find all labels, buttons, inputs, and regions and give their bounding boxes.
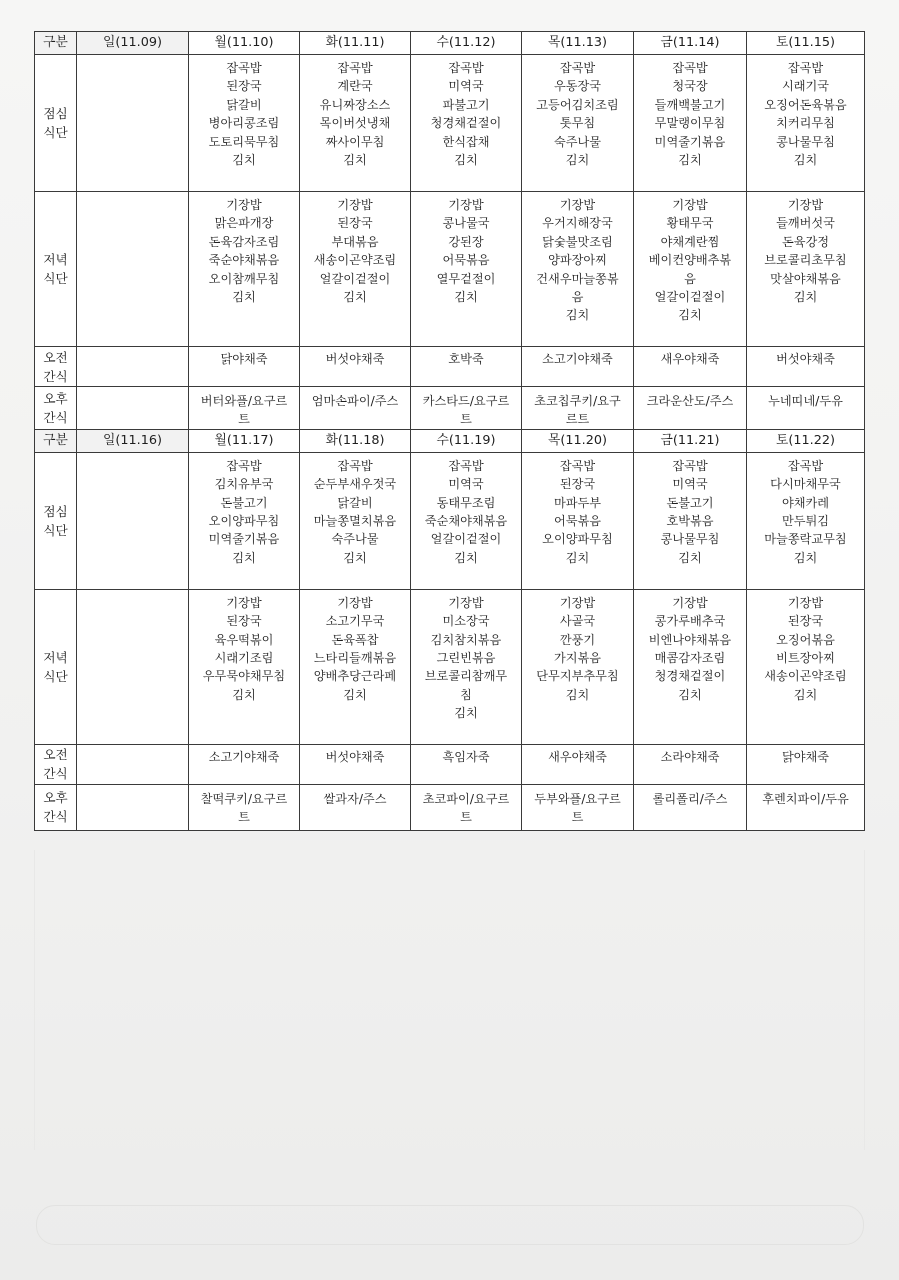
pm-snack-cell-tuesday: 엄마손파이/주스	[300, 387, 411, 430]
pm-snack-cell-saturday: 누네띠네/두유	[747, 387, 865, 430]
pm-snack-cell-wednesday: 카스타드/요구르 트	[411, 387, 522, 430]
am-snack-cell-monday: 소고기야채죽	[189, 744, 300, 784]
day-header-sunday: 일(11.16)	[77, 429, 189, 452]
week1-lunch-row	[35, 55, 865, 192]
pm-snack-cell-monday: 버터와플/요구르 트	[189, 387, 300, 430]
day-header-sunday: 일(11.09)	[77, 32, 189, 55]
am-snack-cell-wednesday: 호박죽	[411, 347, 522, 387]
dinner-cell-tuesday: 기장밥 된장국 부대볶음 새송이곤약조림 얼갈이겉절이 김치	[300, 192, 411, 347]
dinner-cell-saturday: 기장밥 들깨버섯국 돈육강정 브로콜리초무침 맛살야채볶음 김치	[747, 192, 865, 347]
lunch-cell-friday: 잡곡밥 청국장 들깨백불고기 무말랭이무침 미역줄기볶음 김치	[634, 55, 747, 192]
am-snack-cell-sunday	[77, 744, 189, 784]
day-header-thursday: 목(11.13)	[522, 32, 634, 55]
day-header-friday: 금(11.21)	[634, 429, 747, 452]
row-label-dinner: 저녁 식단	[35, 192, 77, 347]
am-snack-cell-monday: 닭야채죽	[189, 347, 300, 387]
week1-header-row	[35, 32, 865, 55]
dinner-cell-friday: 기장밥 콩가루배추국 비엔나야채볶음 매콤감자조림 청경채겉절이 김치	[634, 589, 747, 744]
header-label: 구분	[35, 32, 77, 55]
pm-snack-cell-friday: 크라운산도/주스	[634, 387, 747, 430]
am-snack-cell-thursday: 소고기야채죽	[522, 347, 634, 387]
am-snack-cell-thursday: 새우야채죽	[522, 744, 634, 784]
dinner-cell-monday: 기장밥 맑은파개장 돈육감자조림 죽순야채볶음 오이참깨무침 김치	[189, 192, 300, 347]
week2-lunch-row	[35, 452, 865, 589]
lunch-cell-wednesday: 잡곡밥 미역국 파불고기 청경채겉절이 한식잡채 김치	[411, 55, 522, 192]
week2-header-row	[35, 429, 865, 452]
dinner-cell-thursday: 기장밥 우거지해장국 닭숯불맛조림 양파장아찌 건새우마늘쫑볶 음 김치	[522, 192, 634, 347]
week2-am-snack-row	[35, 744, 865, 784]
lunch-cell-monday: 잡곡밥 된장국 닭갈비 병아리콩조림 도토리묵무침 김치	[189, 55, 300, 192]
dinner-cell-tuesday: 기장밥 소고기무국 돈육폭찹 느타리들깨볶음 양배추당근라페 김치	[300, 589, 411, 744]
lunch-cell-sunday	[77, 452, 189, 589]
pm-snack-cell-tuesday: 쌀과자/주스	[300, 784, 411, 830]
day-header-thursday: 목(11.20)	[522, 429, 634, 452]
pm-snack-cell-friday: 롤리폴리/주스	[634, 784, 747, 830]
meal-plan-table	[34, 31, 865, 831]
dinner-cell-sunday	[77, 589, 189, 744]
day-header-monday: 월(11.10)	[189, 32, 300, 55]
day-header-wednesday: 수(11.12)	[411, 32, 522, 55]
faded-background-field	[36, 1205, 864, 1245]
lunch-cell-sunday	[77, 55, 189, 192]
lunch-cell-thursday: 잡곡밥 우동장국 고등어김치조림 톳무침 숙주나물 김치	[522, 55, 634, 192]
day-header-saturday: 토(11.22)	[747, 429, 865, 452]
pm-snack-cell-thursday: 두부와플/요구르 트	[522, 784, 634, 830]
am-snack-cell-saturday: 버섯야채죽	[747, 347, 865, 387]
dinner-cell-friday: 기장밥 황태무국 야채계란찜 베이컨양배추볶 음 얼갈이겉절이 김치	[634, 192, 747, 347]
week2-dinner-row	[35, 589, 865, 744]
pm-snack-cell-monday: 찰떡쿠키/요구르 트	[189, 784, 300, 830]
lunch-cell-friday: 잡곡밥 미역국 돈불고기 호박볶음 콩나물무침 김치	[634, 452, 747, 589]
week1-dinner-row	[35, 192, 865, 347]
dinner-cell-saturday: 기장밥 된장국 오징어볶음 비트장아찌 새송이곤약조림 김치	[747, 589, 865, 744]
row-label-lunch: 점심 식단	[35, 55, 77, 192]
lunch-cell-wednesday: 잡곡밥 미역국 동태무조림 죽순채야채볶음 얼갈이겉절이 김치	[411, 452, 522, 589]
row-label-lunch: 점심 식단	[35, 452, 77, 589]
dinner-cell-sunday	[77, 192, 189, 347]
row-label-dinner: 저녁 식단	[35, 589, 77, 744]
dinner-cell-monday: 기장밥 된장국 육우떡볶이 시래기조림 우무묵야채무침 김치	[189, 589, 300, 744]
week1-am-snack-row	[35, 347, 865, 387]
faded-background-grid	[34, 850, 865, 1150]
am-snack-cell-tuesday: 버섯야채죽	[300, 347, 411, 387]
am-snack-cell-sunday	[77, 347, 189, 387]
am-snack-cell-friday: 새우야채죽	[634, 347, 747, 387]
day-header-tuesday: 화(11.11)	[300, 32, 411, 55]
row-label-am-snack: 오전 간식	[35, 347, 77, 387]
day-header-wednesday: 수(11.19)	[411, 429, 522, 452]
day-header-monday: 월(11.17)	[189, 429, 300, 452]
am-snack-cell-saturday: 닭야채죽	[747, 744, 865, 784]
lunch-cell-tuesday: 잡곡밥 순두부새우젓국 닭갈비 마늘쫑멸치볶음 숙주나물 김치	[300, 452, 411, 589]
am-snack-cell-wednesday: 흑임자죽	[411, 744, 522, 784]
lunch-cell-tuesday: 잡곡밥 계란국 유니짜장소스 목이버섯냉채 짜사이무침 김치	[300, 55, 411, 192]
pm-snack-cell-saturday: 후렌치파이/두유	[747, 784, 865, 830]
dinner-cell-wednesday: 기장밥 콩나물국 강된장 어묵볶음 열무겉절이 김치	[411, 192, 522, 347]
day-header-saturday: 토(11.15)	[747, 32, 865, 55]
pm-snack-cell-thursday: 초코칩쿠키/요구 르트	[522, 387, 634, 430]
am-snack-cell-tuesday: 버섯야채죽	[300, 744, 411, 784]
pm-snack-cell-wednesday: 초코파이/요구르 트	[411, 784, 522, 830]
week1-pm-snack-row	[35, 387, 865, 430]
week2-pm-snack-row	[35, 784, 865, 830]
pm-snack-cell-sunday	[77, 387, 189, 430]
lunch-cell-monday: 잡곡밥 김치유부국 돈불고기 오이양파무침 미역줄기볶음 김치	[189, 452, 300, 589]
row-label-pm-snack: 오후 간식	[35, 784, 77, 830]
header-label: 구분	[35, 429, 77, 452]
lunch-cell-saturday: 잡곡밥 다시마채무국 야채카레 만두튀김 마늘쫑락교무침 김치	[747, 452, 865, 589]
row-label-pm-snack: 오후 간식	[35, 387, 77, 430]
lunch-cell-saturday: 잡곡밥 시래기국 오징어돈육볶음 치커리무침 콩나물무침 김치	[747, 55, 865, 192]
row-label-am-snack: 오전 간식	[35, 744, 77, 784]
lunch-cell-thursday: 잡곡밥 된장국 마파두부 어묵볶음 오이양파무침 김치	[522, 452, 634, 589]
day-header-friday: 금(11.14)	[634, 32, 747, 55]
dinner-cell-thursday: 기장밥 사골국 깐풍기 가지볶음 단무지부추무침 김치	[522, 589, 634, 744]
day-header-tuesday: 화(11.18)	[300, 429, 411, 452]
pm-snack-cell-sunday	[77, 784, 189, 830]
am-snack-cell-friday: 소라야채죽	[634, 744, 747, 784]
dinner-cell-wednesday: 기장밥 미소장국 김치참치볶음 그린빈볶음 브로콜리참깨무 침 김치	[411, 589, 522, 744]
